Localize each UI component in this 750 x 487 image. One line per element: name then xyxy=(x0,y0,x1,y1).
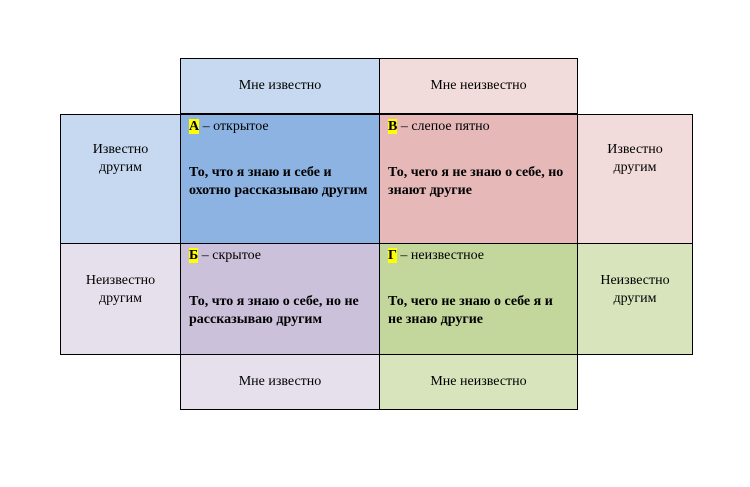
quadrant-unknown-title xyxy=(388,247,569,265)
header-unknown-to-self xyxy=(379,58,578,114)
quadrant-open xyxy=(180,114,380,244)
side-known-to-others-left-label: Известно другим xyxy=(92,142,149,175)
quadrant-blind-spot-title xyxy=(388,118,569,136)
side-known-to-others-left xyxy=(60,114,181,244)
quadrant-hidden xyxy=(180,243,380,355)
side-unknown-to-others-right-label: Неизвестно другим xyxy=(600,273,670,306)
footer-unknown-to-self-label: Мне неизвестно xyxy=(430,374,527,389)
footer-known-to-self xyxy=(180,354,380,410)
quadrant-open-description: То, что я знаю и себе и охотно рассказываю другим xyxy=(189,165,368,198)
footer-unknown-to-self xyxy=(379,354,578,410)
quadrant-unknown-name: – неизвестное xyxy=(396,248,484,263)
quadrant-hidden-name: – скрытое xyxy=(198,248,262,263)
quadrant-blind-spot-name: – слепое пятно xyxy=(397,119,490,134)
quadrant-unknown-description: То, чего не знаю о себе я и не знаю другие xyxy=(388,294,553,327)
side-known-to-others-right-label: Известно другим xyxy=(607,142,663,175)
footer-known-to-self-label: Мне известно xyxy=(238,374,322,389)
quadrant-hidden-title xyxy=(189,247,371,265)
quadrant-hidden-letter: Б xyxy=(189,248,199,263)
side-unknown-to-others-left-label: Неизвестно другим xyxy=(85,273,156,306)
quadrant-unknown xyxy=(379,243,578,355)
quadrant-open-title xyxy=(189,118,371,136)
header-known-to-self-label: Мне известно xyxy=(238,78,322,93)
quadrant-hidden-description: То, что я знаю о себе, но не рассказываю другим xyxy=(189,294,359,327)
quadrant-blind-spot xyxy=(379,114,578,244)
quadrant-blind-spot-letter: В xyxy=(388,119,398,134)
quadrant-open-letter: А xyxy=(189,119,200,134)
quadrant-blind-spot-description: То, чего я не знаю о себе, но знают другие xyxy=(388,165,564,198)
side-unknown-to-others-right xyxy=(577,243,693,355)
header-unknown-to-self-label: Мне неизвестно xyxy=(430,78,527,93)
side-known-to-others-right xyxy=(577,114,693,244)
quadrant-open-name: – открытое xyxy=(199,119,269,134)
quadrant-unknown-letter: Г xyxy=(388,248,397,263)
side-unknown-to-others-left xyxy=(60,243,181,355)
header-known-to-self xyxy=(180,58,380,114)
